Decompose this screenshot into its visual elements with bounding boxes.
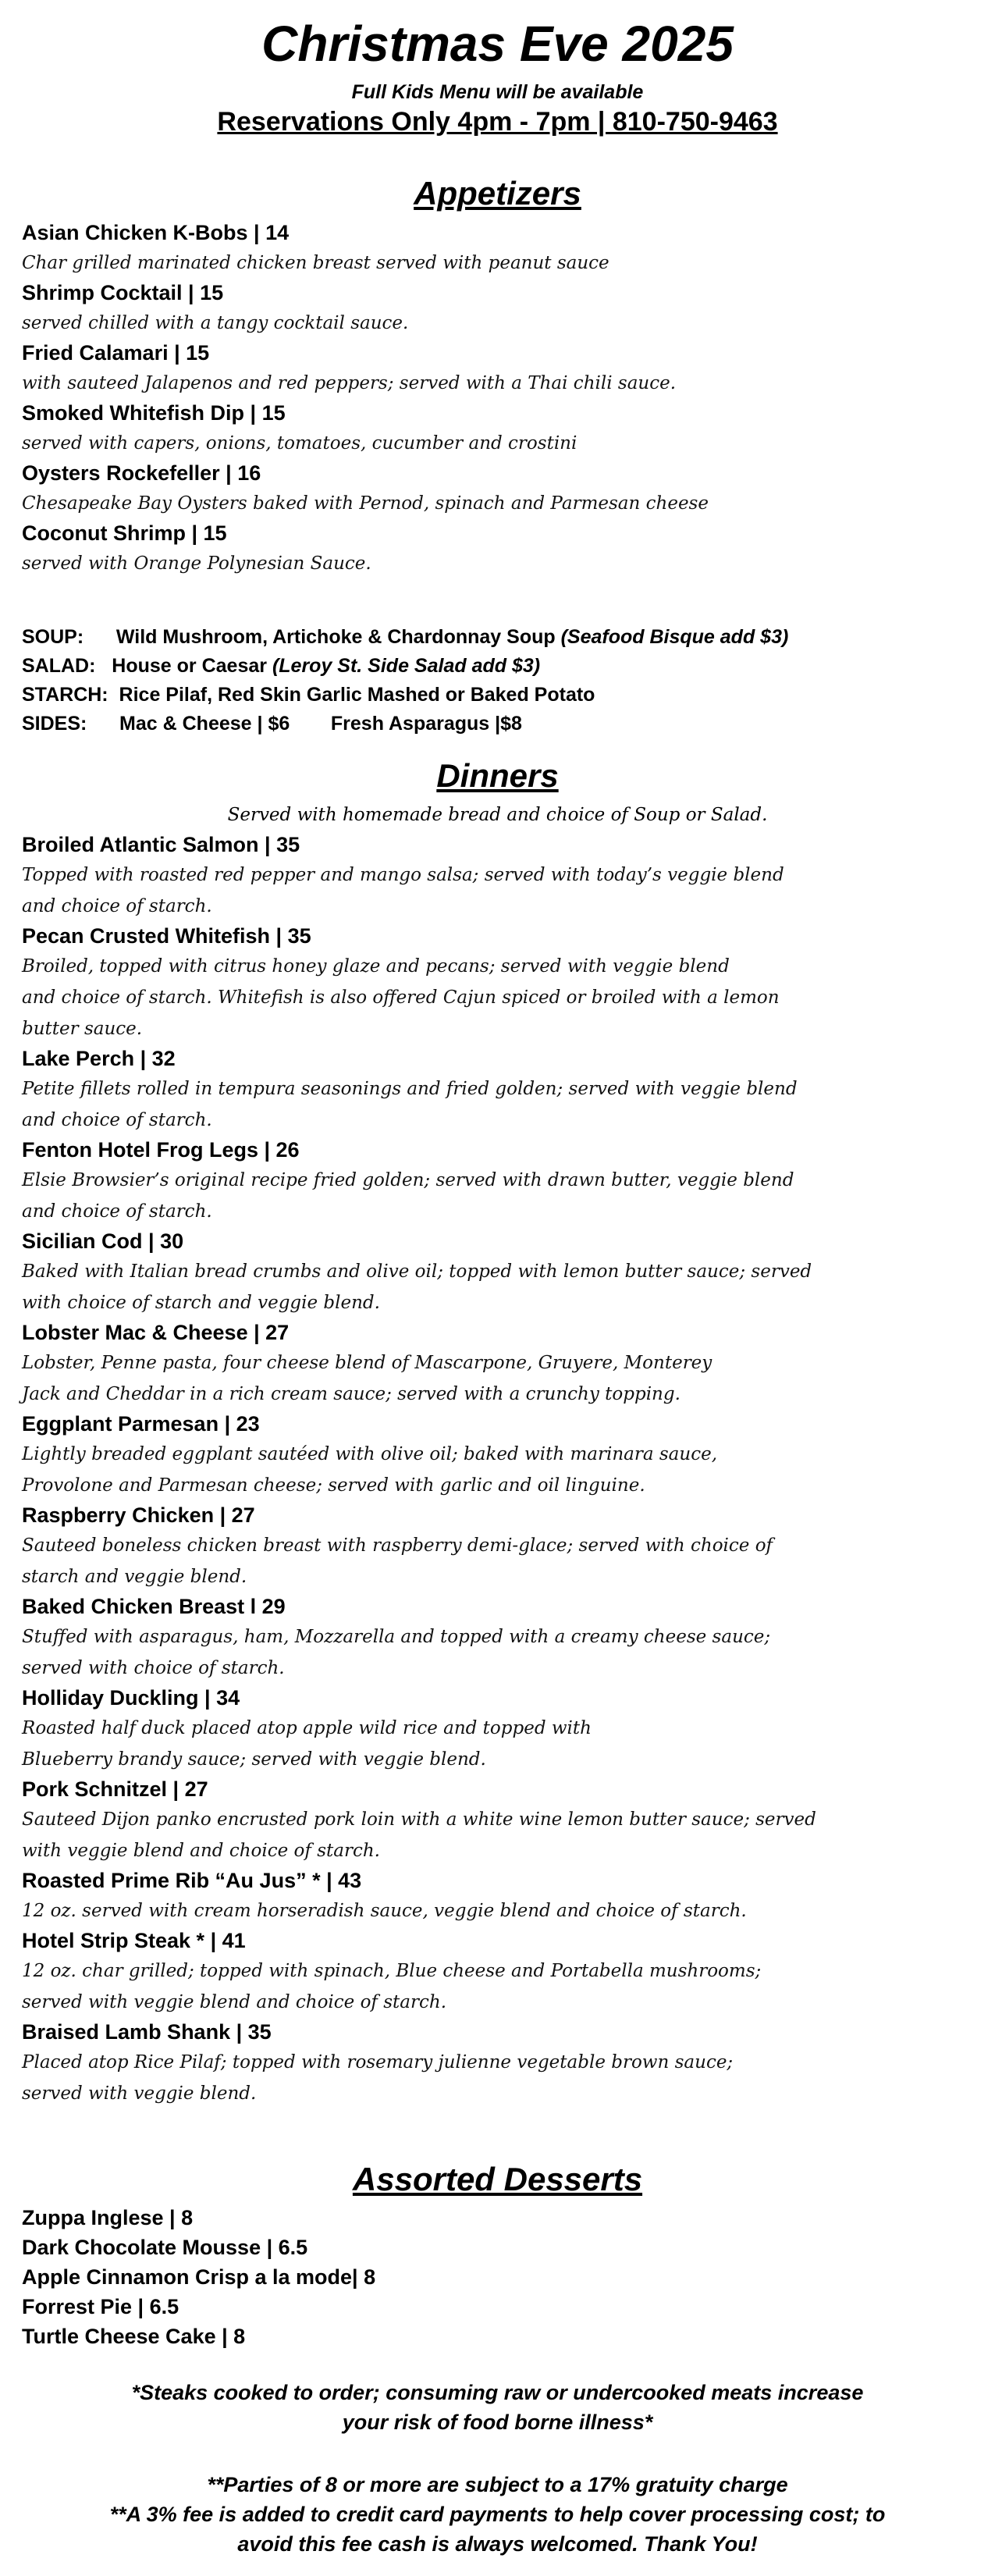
menu-item-description: served chilled with a tangy cocktail sauce. xyxy=(22,313,409,333)
menu-title: Christmas Eve 2025 xyxy=(261,16,734,72)
sides-block xyxy=(22,623,970,738)
menu-item xyxy=(22,1927,970,2018)
menu-item-name: Smoked Whitefish Dip | 15 xyxy=(22,401,286,425)
menu-item-description: served with choice of starch. xyxy=(22,1658,285,1678)
menu-item-name: Eggplant Parmesan | 23 xyxy=(22,1412,260,1436)
menu-item-name: Hotel Strip Steak * | 41 xyxy=(22,1929,246,1952)
menu-item xyxy=(22,519,970,579)
menu-item-description: Stuffed with asparagus, ham, Mozzarella and topped with a creamy cheese sauce; xyxy=(22,1627,771,1647)
menu-item-description: starch and veggie blend. xyxy=(22,1567,247,1587)
menu-item xyxy=(22,1318,970,1410)
menu-item-description: and choice of starch. xyxy=(22,1110,212,1130)
fee-notice-line-2: avoid this fee cash is always welcomed. Thank You! xyxy=(237,2532,758,2556)
menu-item-description: Lightly breaded eggplant sautéed with olive oil; baked with marinara sauce, xyxy=(22,1444,718,1464)
menu-item xyxy=(22,279,970,339)
menu-item-description: Broiled, topped with citrus honey glaze and pecans; served with veggie blend xyxy=(22,956,730,977)
soup-note: (Seafood Bisque add $3) xyxy=(560,626,789,648)
menu-item-name: Oysters Rockefeller | 16 xyxy=(22,461,261,485)
menu-item-description: and choice of starch. xyxy=(22,1201,212,1222)
menu-item-description: butter sauce. xyxy=(22,1019,143,1039)
menu-item-description: Lobster, Penne pasta, four cheese blend of Mascarpone, Gruyere, Monterey xyxy=(22,1353,712,1373)
dessert-list xyxy=(22,2203,970,2351)
starch-text: Rice Pilaf, Red Skin Garlic Mashed or Baked Potato xyxy=(119,684,595,706)
soup-text: Wild Mushroom, Artichoke & Chardonnay Soup xyxy=(115,626,556,648)
menu-item-description: served with Orange Polynesian Sauce. xyxy=(22,553,371,574)
menu-item-name: Baked Chicken Breast l 29 xyxy=(22,1595,286,1618)
menu-item-name: Roasted Prime Rib “Au Jus” * | 43 xyxy=(22,1869,362,1892)
menu-item-description: Jack and Cheddar in a rich cream sauce; served with a crunchy topping. xyxy=(22,1384,681,1404)
menu-item xyxy=(22,2018,970,2109)
salad-note: (Leroy St. Side Salad add $3) xyxy=(272,655,541,677)
menu-item-name: Pork Schnitzel | 27 xyxy=(22,1777,208,1801)
dessert-item: Zuppa Inglese | 8 xyxy=(22,2206,194,2229)
menu-item-description: Petite fillets rolled in tempura seasonings and fried golden; served with veggie blend xyxy=(22,1079,798,1099)
menu-item-name: Broiled Atlantic Salmon | 35 xyxy=(22,833,300,856)
fee-notice-line-1: **A 3% fee is added to credit card payments to help cover processing cost; to xyxy=(109,2503,886,2526)
soup-label: SOUP: xyxy=(22,626,84,648)
dessert-item: Apple Cinnamon Crisp a la mode| 8 xyxy=(22,2265,376,2289)
kids-menu-note: Full Kids Menu will be available xyxy=(351,81,644,103)
reservations-line: Reservations Only 4pm - 7pm | 810-750-9463 xyxy=(217,107,778,137)
menu-item-description: served with capers, onions, tomatoes, cucumber and crostini xyxy=(22,433,577,454)
menu-item-name: Sicilian Cod | 30 xyxy=(22,1229,184,1253)
appetizer-list xyxy=(22,219,970,579)
menu-item xyxy=(22,1044,970,1136)
menu-item-description: with sauteed Jalapenos and red peppers; served with a Thai chili sauce. xyxy=(22,373,677,393)
menu-item xyxy=(22,922,970,1044)
menu-item xyxy=(22,1866,970,1927)
steak-notice-line-2: your risk of food borne illness* xyxy=(342,2411,653,2434)
salad-text: House or Caesar xyxy=(112,655,267,677)
menu-item-description: Char grilled marinated chicken breast served with peanut sauce xyxy=(22,253,609,273)
menu-header xyxy=(0,0,995,139)
menu-item-description: Elsie Browsier’s original recipe fried golden; served with drawn butter, veggie blend xyxy=(22,1170,794,1190)
menu-item-description: Roasted half duck placed atop apple wild rice and topped with xyxy=(22,1718,592,1738)
menu-item xyxy=(22,1410,970,1501)
menu-item xyxy=(22,1136,970,1227)
menu-item xyxy=(22,831,970,922)
menu-item-description: with choice of starch and veggie blend. xyxy=(22,1293,380,1313)
menu-item-description: 12 oz. char grilled; topped with spinach, Blue cheese and Portabella mushrooms; xyxy=(22,1961,762,1981)
salad-label: SALAD: xyxy=(22,655,96,677)
gratuity-notice: **Parties of 8 or more are subject to a 17% gratuity charge xyxy=(207,2473,788,2496)
menu-item-description: served with veggie blend. xyxy=(22,2083,257,2104)
dinners-heading: Dinners xyxy=(436,757,559,794)
menu-item xyxy=(22,219,970,279)
menu-item-description: with veggie blend and choice of starch. xyxy=(22,1841,380,1861)
menu-item-name: Fenton Hotel Frog Legs | 26 xyxy=(22,1138,300,1162)
desserts-heading: Assorted Desserts xyxy=(352,2161,643,2197)
menu-item-description: and choice of starch. xyxy=(22,896,212,916)
sides-item-asparagus: Fresh Asparagus |$8 xyxy=(330,713,522,735)
menu-item-name: Asian Chicken K-Bobs | 14 xyxy=(22,221,290,244)
menu-item-name: Holliday Duckling | 34 xyxy=(22,1686,240,1710)
menu-item-description: Sauteed Dijon panko encrusted pork loin with a white wine lemon butter sauce; served xyxy=(22,1809,816,1830)
starch-line xyxy=(22,681,970,710)
sides-item-mac: Mac & Cheese | $6 xyxy=(119,713,290,735)
sides-label: SIDES: xyxy=(22,713,87,735)
menu-item-description: Provolone and Parmesan cheese; served with garlic and oil linguine. xyxy=(22,1475,645,1496)
steak-notice xyxy=(0,2378,995,2437)
appetizers-heading: Appetizers xyxy=(414,175,581,212)
salad-line xyxy=(22,652,970,681)
menu-item-description: Sauteed boneless chicken breast with raspberry demi-glace; served with choice of xyxy=(22,1535,773,1556)
menu-item-description: 12 oz. served with cream horseradish sauce, veggie blend and choice of starch. xyxy=(22,1901,747,1921)
dinners-intro: Served with homemade bread and choice of Soup or Salad. xyxy=(227,805,768,825)
dessert-item: Forrest Pie | 6.5 xyxy=(22,2295,179,2318)
menu-item xyxy=(22,339,970,399)
menu-item xyxy=(22,1775,970,1866)
sides-line xyxy=(22,710,970,738)
soup-line xyxy=(22,623,970,652)
payment-notice xyxy=(0,2470,995,2559)
menu-item xyxy=(22,459,970,519)
menu-item xyxy=(22,1227,970,1318)
menu-item-description: Topped with roasted red pepper and mango salsa; served with today’s veggie blend xyxy=(22,865,784,885)
menu-item-name: Lake Perch | 32 xyxy=(22,1047,176,1070)
menu-item-description: Chesapeake Bay Oysters baked with Pernod, spinach and Parmesan cheese xyxy=(22,493,709,514)
menu-item-name: Raspberry Chicken | 27 xyxy=(22,1503,255,1527)
menu-item-name: Braised Lamb Shank | 35 xyxy=(22,2020,272,2044)
starch-label: STARCH: xyxy=(22,684,108,706)
menu-item-description: Baked with Italian bread crumbs and olive oil; topped with lemon butter sauce; served xyxy=(22,1261,812,1282)
menu-item-description: served with veggie blend and choice of starch. xyxy=(22,1992,447,2012)
menu-item-description: Placed atop Rice Pilaf; topped with rosemary julienne vegetable brown sauce; xyxy=(22,2052,734,2073)
menu-item-name: Lobster Mac & Cheese | 27 xyxy=(22,1321,290,1344)
menu-item xyxy=(22,1501,970,1592)
dessert-item: Turtle Cheese Cake | 8 xyxy=(22,2325,246,2348)
menu-item-name: Pecan Crusted Whitefish | 35 xyxy=(22,924,311,948)
menu-item-description: Blueberry brandy sauce; served with veggie blend. xyxy=(22,1749,486,1770)
menu-item xyxy=(22,399,970,459)
menu-item-description: and choice of starch. Whitefish is also offered Cajun spiced or broiled with a lemon xyxy=(22,987,780,1008)
steak-notice-line-1: *Steaks cooked to order; consuming raw or undercooked meats increase xyxy=(131,2381,864,2404)
dinner-list xyxy=(22,831,970,2109)
menu-item xyxy=(22,1592,970,1684)
dessert-item: Dark Chocolate Mousse | 6.5 xyxy=(22,2236,308,2259)
menu-item xyxy=(22,1684,970,1775)
menu-item-name: Coconut Shrimp | 15 xyxy=(22,521,227,545)
menu-item-name: Shrimp Cocktail | 15 xyxy=(22,281,224,304)
menu-item-name: Fried Calamari | 15 xyxy=(22,341,210,365)
